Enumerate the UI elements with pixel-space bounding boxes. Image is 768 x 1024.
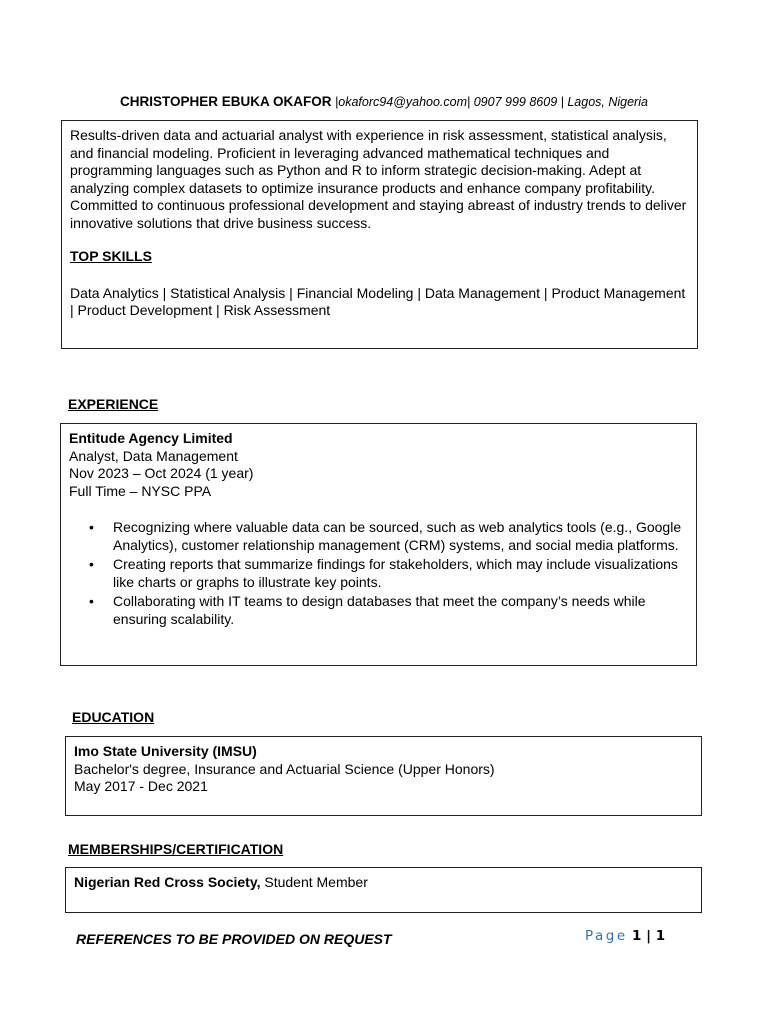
bullet-icon: • [89,593,94,609]
skills-list: Data Analytics | Statistical Analysis | Financial Modeling | Data Management | Product Management | Product Development | Risk Assessment [70,284,686,318]
job-dates: Nov 2023 – Oct 2024 (1 year) [69,465,254,481]
memberships-heading: MEMBERSHIPS/CERTIFICATION [68,841,284,857]
membership-org: Nigerian Red Cross Society, [74,874,261,890]
list-item: • Recognizing where valuable data can be sourced, such as web analytics tools (e.g., Google Analytics), customer relationship management (CRM) systems, and social media platforms. [89,519,682,553]
experience-heading: EXPERIENCE [68,396,159,412]
school-name: Imo State University (IMSU) [74,743,257,759]
bullet-icon: • [89,519,94,535]
candidate-name: CHRISTOPHER EBUKA OKAFOR [120,94,332,109]
education-dates: May 2017 - Dec 2021 [74,778,208,794]
page-number [585,928,665,944]
membership-entry [74,874,693,892]
company-name: Entitude Agency Limited [69,430,233,446]
list-item: • Collaborating with IT teams to design databases that meet the company’s needs while ensuring scalability. [89,593,646,627]
degree: Bachelor's degree, Insurance and Actuarial Science (Upper Honors) [74,760,495,777]
page-total: 1 [655,928,666,944]
page-current: 1 [631,928,642,944]
bullet-icon: • [89,556,94,572]
summary-box [61,120,698,349]
page-label: Page [585,928,628,944]
resume-header [0,93,768,111]
top-skills-heading: TOP SKILLS [70,248,152,264]
experience-box [60,423,697,666]
list-item: • Creating reports that summarize findings for stakeholders, which may include visualizations like charts or graphs to illustrate key points. [89,556,678,590]
job-title: Analyst, Data Management [69,447,238,464]
memberships-box [65,867,702,913]
education-box [65,736,702,816]
membership-role: Student Member [260,874,368,890]
references-note: REFERENCES TO BE PROVIDED ON REQUEST [76,931,392,947]
page-separator: | [641,928,656,944]
job-type: Full Time – NYSC PPA [69,482,212,499]
education-heading: EDUCATION [72,709,155,725]
contact-info: |okaforc94@yahoo.com| 0907 999 8609 | Lagos, Nigeria [335,95,648,109]
summary-text: Results-driven data and actuarial analyst with experience in risk assessment, statistical analysis, and financial modeling. Proficient in leveraging advanced mathematical techniques and programming languages such as Python and R to inform strategic decision-making. Adept at analyzing complex datasets to optimize insurance products and enhance company profitability. Committed to continuous professional development and staying abreast of industry trends to deliver innovative solutions that drive business success. [70,127,687,231]
experience-bullets [69,519,688,628]
